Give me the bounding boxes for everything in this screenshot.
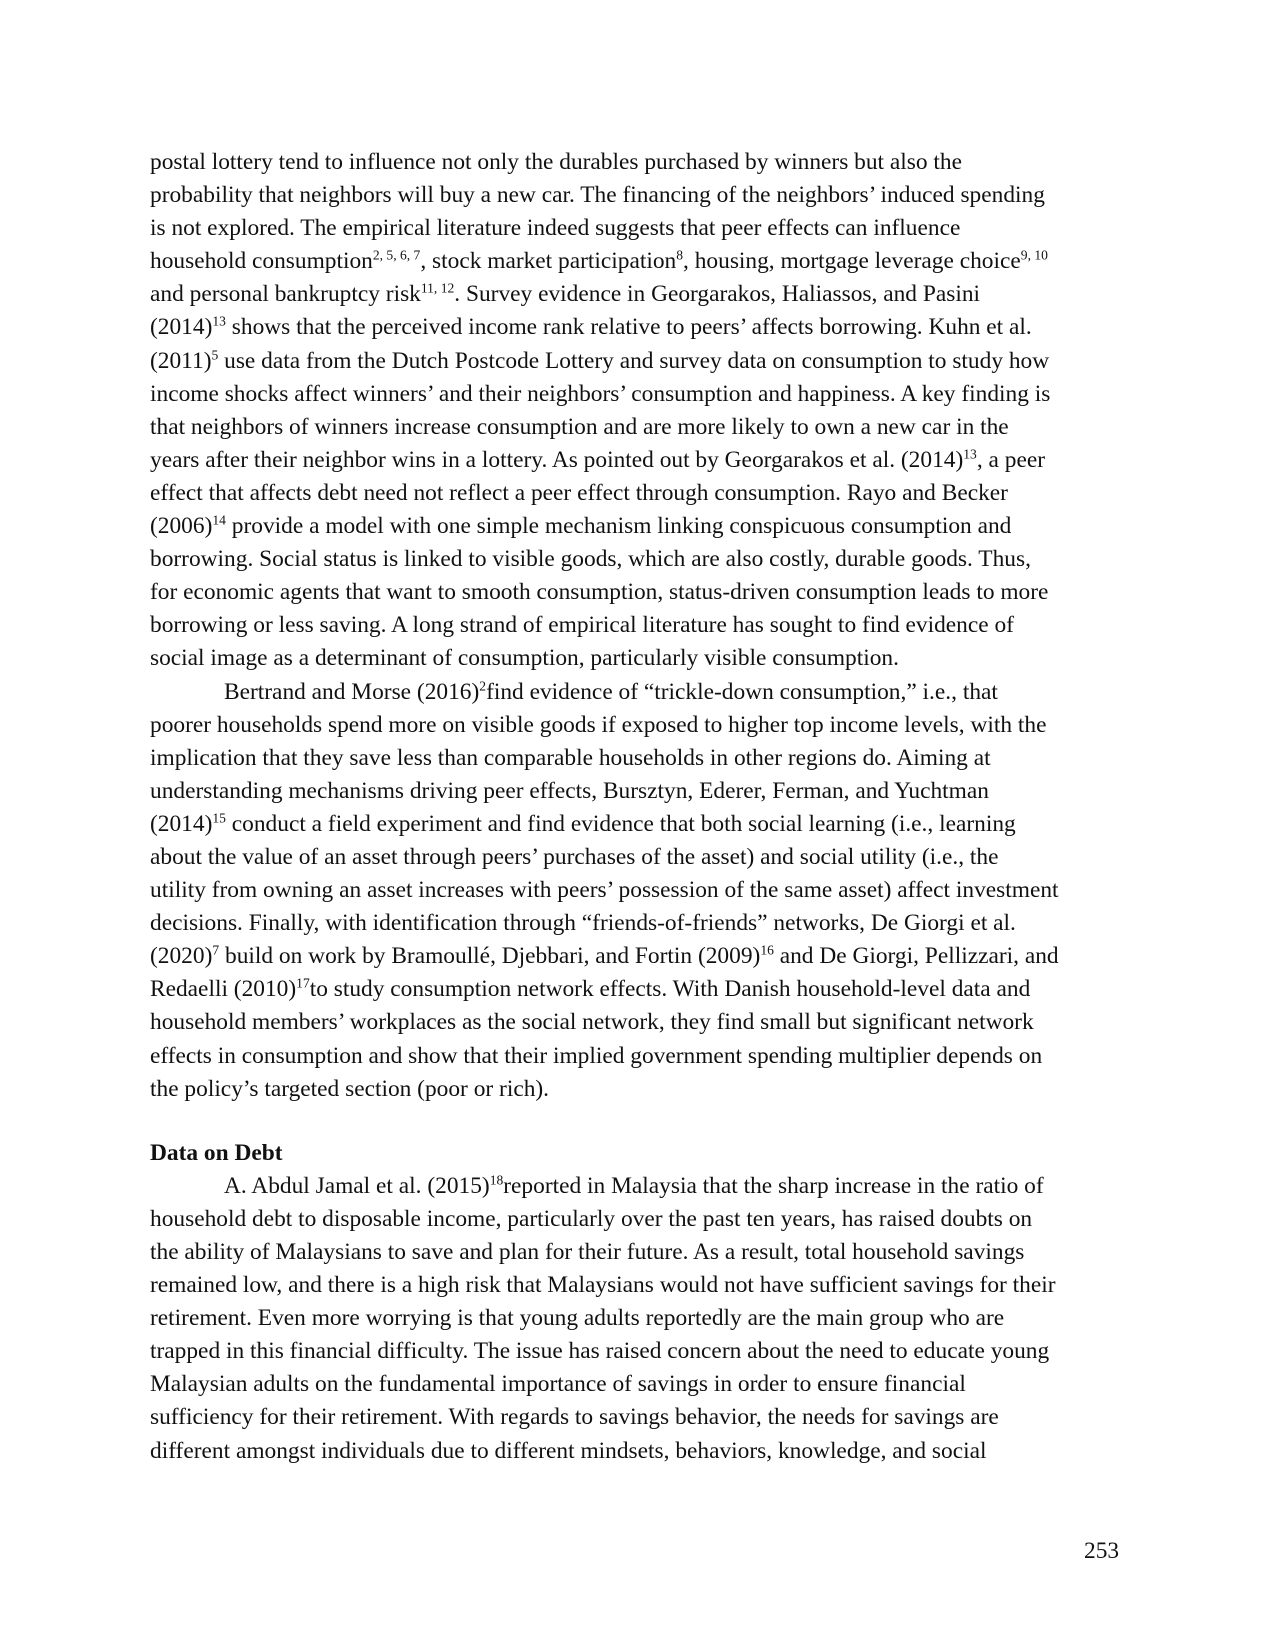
citation-superscript: 13 <box>963 446 977 462</box>
text-line: borrowing. Social status is linked to visible goods, which are also costly, durable goods. Thus, <box>150 546 1031 573</box>
text-line: remained low, and there is a high risk that Malaysians would not have sufficient savings for their <box>150 1272 1056 1299</box>
text-line <box>150 311 1130 344</box>
text-run: to study consumption network effects. With Danish household-level data and <box>309 976 1031 1003</box>
page-number: 253 <box>1084 1538 1120 1564</box>
text-line: is not explored. The empirical literature indeed suggests that peer effects can influence <box>150 215 961 242</box>
text-run: and personal bankruptcy risk <box>150 281 421 308</box>
text-line <box>150 345 1130 378</box>
text-line: decisions. Finally, with identification through “friends-of-friends” networks, De Giorgi et al. <box>150 910 1016 937</box>
text-run: provide a model with one simple mechanism linking conspicuous consumption and <box>225 513 1012 540</box>
text-line <box>150 1170 1130 1203</box>
text-line: Malaysian adults on the fundamental importance of savings in order to ensure financial <box>150 1371 966 1398</box>
text-line <box>150 278 1130 311</box>
text-run: (2014) <box>150 314 213 341</box>
text-line: retirement. Even more worrying is that young adults reportedly are the main group who are <box>150 1305 1005 1332</box>
text-line: household members’ workplaces as the social network, they find small but significant network <box>150 1009 1034 1036</box>
text-run: (2014) <box>150 810 213 837</box>
citation-superscript: 5 <box>211 347 219 363</box>
text-line: the policy’s targeted section (poor or rich). <box>150 1075 550 1102</box>
text-run: and De Giorgi, Pellizzari, and <box>773 943 1059 970</box>
body-text <box>150 146 1130 1468</box>
citation-superscript: 14 <box>212 512 226 528</box>
text-line: poorer households spend more on visible goods if exposed to higher top income levels, with the <box>150 711 1047 738</box>
text-line <box>150 676 1130 709</box>
text-run: , stock market participation <box>420 248 677 275</box>
text-run: , a peer <box>976 446 1046 473</box>
paragraph-malaysia-household-debt <box>150 1170 1130 1468</box>
text-line: household debt to disposable income, particularly over the past ten years, has raised doubts on <box>150 1205 1033 1232</box>
text-run: reported in Malaysia that the sharp increase in the ratio of <box>503 1172 1044 1199</box>
text-line: income shocks affect winners’ and their neighbors’ consumption and happiness. A key finding is <box>150 380 1051 407</box>
text-run: build on work by Bramoullé, Djebbari, and Fortin (2009) <box>219 943 761 970</box>
text-run: A. Abdul Jamal et al. (2015) <box>224 1172 490 1199</box>
text-line: implication that they save less than comparable households in other regions do. Aiming at <box>150 744 991 771</box>
citation-superscript: 9, 10 <box>1020 247 1048 263</box>
text-line: effects in consumption and show that their implied government spending multiplier depends on <box>150 1042 1043 1069</box>
text-line: social image as a determinant of consumption, particularly visible consumption. <box>150 645 899 672</box>
citation-superscript: 15 <box>212 810 226 826</box>
text-run: (2020) <box>150 943 213 970</box>
text-line: the ability of Malaysians to save and plan for their future. As a result, total household savings <box>150 1239 1025 1265</box>
text-line <box>150 973 1130 1006</box>
text-line: different amongst individuals due to different mindsets, behaviors, knowledge, and social <box>150 1437 987 1464</box>
text-run: shows that the perceived income rank relative to peers’ affects borrowing. Kuhn et al. <box>225 314 1032 341</box>
text-line: trapped in this financial difficulty. The issue has raised concern about the need to educate young <box>150 1338 1050 1365</box>
text-run: Bertrand and Morse (2016) <box>224 678 480 705</box>
text-line: about the value of an asset through peers’ purchases of the asset) and social utility (i.e., the <box>150 843 999 870</box>
text-run: (2011) <box>150 347 212 374</box>
text-run: . Survey evidence in Georgarakos, Haliassos, and Pasini <box>454 281 981 308</box>
text-line: borrowing or less saving. A long strand of empirical literature has sought to find evidence of <box>150 612 1014 639</box>
text-line <box>150 808 1130 841</box>
text-run: years after their neighbor wins in a lottery. As pointed out by Georgarakos et al. (2014) <box>150 446 964 473</box>
citation-superscript: 16 <box>760 942 774 958</box>
citation-superscript: 7 <box>212 942 220 958</box>
text-run: , housing, mortgage leverage choice <box>683 248 1021 275</box>
citation-superscript: 11, 12 <box>420 280 455 296</box>
text-line <box>150 940 1130 973</box>
text-run: use data from the Dutch Postcode Lottery and survey data on consumption to study how <box>218 347 1050 374</box>
text-run: (2006) <box>150 513 213 540</box>
citation-superscript: 2 <box>479 678 487 694</box>
text-line: for economic agents that want to smooth consumption, status-driven consumption leads to more <box>150 579 1049 606</box>
citation-superscript: 18 <box>489 1172 504 1188</box>
paragraph-trickle-down-consumption <box>150 676 1130 1106</box>
citation-superscript: 2, 5, 6, 7 <box>372 247 421 263</box>
text-run: conduct a field experiment and find evidence that both social learning (i.e., learning <box>225 810 1016 837</box>
text-run: household consumption <box>150 248 373 275</box>
text-line: utility from owning an asset increases with peers’ possession of the same asset) affect investment <box>150 877 1059 904</box>
text-line: understanding mechanisms driving peer effects, Bursztyn, Ederer, Ferman, and Yuchtman <box>150 777 989 804</box>
section-heading: Data on Debt <box>150 1139 283 1166</box>
section-spacer <box>150 1106 1130 1137</box>
text-line <box>150 510 1130 543</box>
paragraph-peer-effects-literature <box>150 146 1130 676</box>
text-line: that neighbors of winners increase consumption and are more likely to own a new car in the <box>150 413 1009 440</box>
citation-superscript: 8 <box>676 247 684 263</box>
text-run: find evidence of “trickle-down consumption,” i.e., that <box>486 678 998 705</box>
text-line: probability that neighbors will buy a new car. The financing of the neighbors’ induced spending <box>150 182 1045 209</box>
text-line: postal lottery tend to influence not only the durables purchased by winners but also the <box>150 149 962 175</box>
text-line <box>150 245 1130 278</box>
text-line: sufficiency for their retirement. With regards to savings behavior, the needs for savings are <box>150 1404 999 1431</box>
text-line: effect that affects debt need not reflect a peer effect through consumption. Rayo and Becker <box>150 479 1008 506</box>
citation-superscript: 17 <box>296 975 310 991</box>
text-run: Redaelli (2010) <box>150 976 297 1003</box>
text-line <box>150 444 1130 477</box>
citation-superscript: 13 <box>212 314 226 330</box>
